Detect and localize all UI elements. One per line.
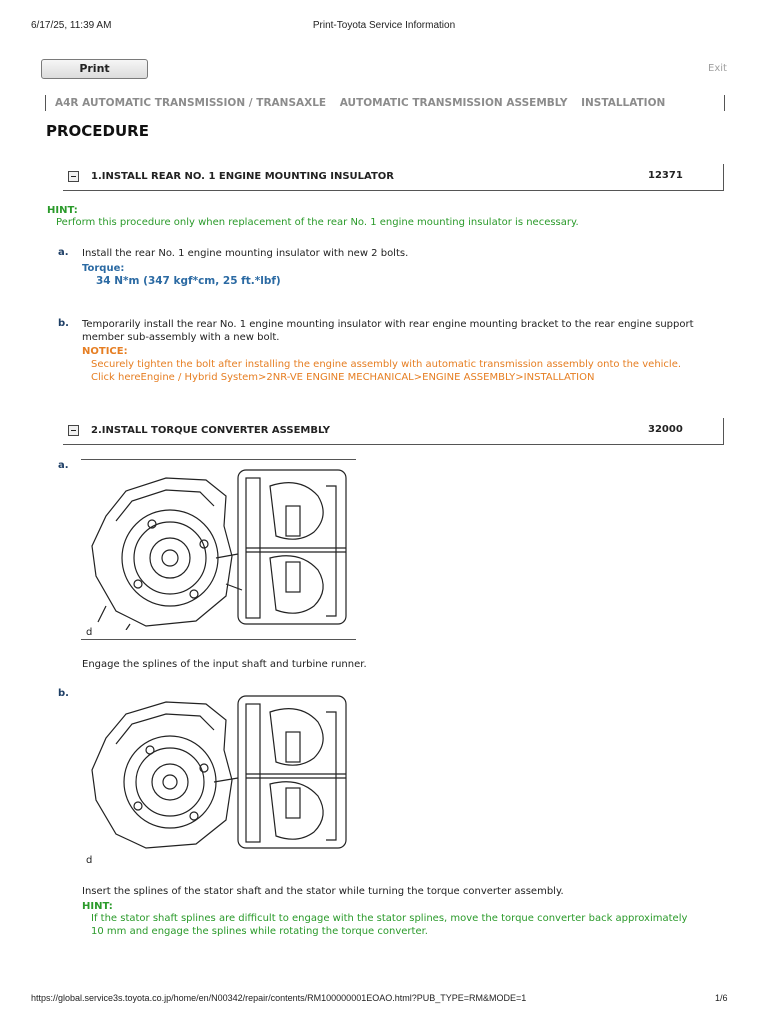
breadcrumb-part: AUTOMATIC TRANSMISSION ASSEMBLY (339, 97, 568, 109)
print-button[interactable]: Print (41, 59, 148, 79)
torque-value: 34 N*m (347 kgf*cm, 25 ft.*lbf) (96, 275, 281, 287)
print-page-number: 1/6 (715, 993, 728, 1003)
figure-bottom-rule (81, 639, 356, 640)
notice-text: Securely tighten the bolt after installing the engine assembly with automatic transmission assembly onto the vehicle. (91, 359, 682, 370)
hint-label: HINT: (82, 901, 113, 912)
step-title: 1.INSTALL REAR NO. 1 ENGINE MOUNTING INSULATOR (91, 171, 395, 182)
print-page-title: Print-Toyota Service Information (312, 20, 456, 31)
collapse-icon[interactable] (68, 171, 79, 182)
breadcrumb (45, 95, 725, 111)
breadcrumb-part: A4R AUTOMATIC TRANSMISSION / TRANSAXLE (55, 97, 327, 109)
substep-text: Install the rear No. 1 engine mounting insulator with new 2 bolts. (82, 248, 409, 259)
substep-letter: b. (58, 318, 69, 329)
substep-letter: a. (58, 247, 69, 258)
substep-letter: a. (58, 460, 69, 471)
print-url: https://global.service3s.toyota.co.jp/home/en/N00342/repair/contents/RM100000001EOAO.html?PUB_TYPE=RM&MODE=1 (31, 993, 527, 1003)
substep-text: Temporarily install the rear No. 1 engine mounting insulator with rear engine mounting bracket to the rear engine support (82, 319, 694, 330)
hint-label: HINT: (47, 205, 78, 216)
page-title: PROCEDURE (46, 122, 149, 140)
step-title: 2.INSTALL TORQUE CONVERTER ASSEMBLY (91, 425, 331, 436)
notice-link[interactable]: Click hereEngine / Hybrid System>2NR-VE ENGINE MECHANICAL>ENGINE ASSEMBLY>INSTALLATION (91, 372, 595, 383)
step-header-1 (63, 164, 724, 191)
torque-converter-figure-b (86, 694, 354, 854)
figure-label: d (86, 855, 93, 866)
substep-text: member sub-assembly with a new bolt. (82, 332, 280, 343)
torque-label: Torque: (82, 263, 125, 274)
step-header-2 (63, 418, 724, 445)
step-code: 32000 (648, 424, 683, 435)
exit-link[interactable]: Exit (708, 63, 727, 74)
substep-text: Insert the splines of the stator shaft and the stator while turning the torque converter assembly. (82, 886, 564, 897)
substep-letter: b. (58, 688, 69, 699)
print-datetime: 6/17/25, 11:39 AM (31, 20, 112, 31)
step-code: 12371 (648, 170, 683, 181)
figure-top-rule (81, 459, 356, 460)
figure-label: d (86, 627, 93, 638)
hint-text: 10 mm and engage the splines while rotating the torque converter. (91, 926, 428, 937)
breadcrumb-part: INSTALLATION (581, 97, 666, 109)
collapse-icon[interactable] (68, 425, 79, 436)
torque-converter-figure-a (86, 466, 354, 630)
hint-text: Perform this procedure only when replacement of the rear No. 1 engine mounting insulator is necessary. (56, 217, 579, 228)
notice-label: NOTICE: (82, 346, 128, 357)
hint-text: If the stator shaft splines are difficult to engage with the stator splines, move the torque converter back approximately (91, 913, 688, 924)
substep-text: Engage the splines of the input shaft and turbine runner. (82, 659, 367, 670)
